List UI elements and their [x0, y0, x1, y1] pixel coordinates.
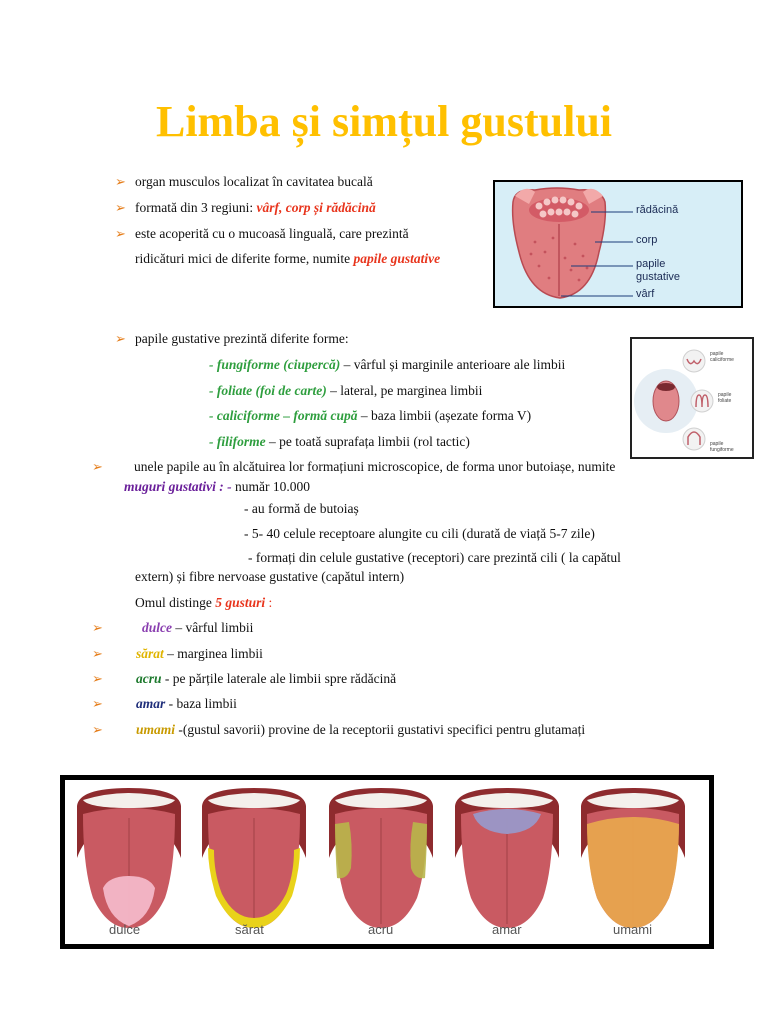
label-circumvallate: caliciforme: [710, 357, 734, 363]
map-label-bitter: amar: [492, 922, 522, 937]
page-title: Limba și simțul gustului: [155, 97, 613, 146]
tongue-anatomy-illustration: [495, 182, 741, 306]
papilla-type-2: - foliate (foi de carte) – lateral, pe marginea limbii: [209, 383, 483, 398]
intro-bullet-1: [115, 174, 373, 190]
bud-detail-2: - 5- 40 celule receptoare alungite cu cili (durată de viață 5-7 zile): [244, 526, 595, 541]
label-fungiform: fungiforme: [710, 447, 734, 453]
arrow-bullet-icon: ➢: [115, 200, 126, 215]
intro-bullet-2: ➢ formată din 3 regiuni: vârf, corp și rădăcină: [115, 200, 376, 215]
bud-detail-1: - au formă de butoiaș: [244, 501, 359, 516]
bud-detail-3-cont: extern) și fibre nervoase gustative (capătul intern): [135, 569, 405, 584]
taste-buds-line: ➢ unele papile au în alcătuirea lor formațiuni microscopice, de forma unor butoiașe, numite: [92, 459, 616, 474]
map-label-sour: acru: [368, 922, 394, 937]
papilla-type-1: - fungiforme (ciupercă) – vârful și marginile anterioare ale limbii: [209, 357, 566, 372]
papillae-illustration: [632, 339, 752, 457]
label-root: rădăcină: [636, 204, 679, 216]
intro-text: organ musculos localizat în cavitatea bucală: [135, 174, 373, 189]
papilla-type-3: - caliciforme – formă cupă – baza limbii (așezate forma V): [209, 408, 532, 423]
map-label-sweet: dulce: [109, 922, 141, 937]
arrow-bullet-icon: ➢: [92, 620, 103, 635]
label-foliate: foliate: [718, 398, 732, 404]
label-gustative: gustative: [636, 271, 681, 283]
intro-bullet-3-cont: ridicături mici de diferite forme, numite papile gustative: [135, 251, 441, 266]
arrow-bullet-icon: ➢: [92, 646, 103, 661]
papilla-type-4: - filiforme – pe toată suprafața limbii (rol tactic): [209, 434, 470, 449]
taste-bitter: ➢ amar - baza limbii: [92, 696, 237, 711]
taste-salty: ➢ sărat – marginea limbii: [92, 646, 263, 661]
papillae-heading: ➢ papile gustative prezintă diferite forme:: [115, 331, 349, 346]
tastes-intro: Omul distinge 5 gusturi :: [135, 595, 273, 610]
taste-buds-term: muguri gustativi : - număr 10.000: [124, 479, 311, 494]
taste-sweet: ➢ dulce – vârful limbii: [92, 620, 254, 635]
regions-highlight: vârf, corp și rădăcină: [256, 200, 376, 215]
arrow-bullet-icon: ➢: [92, 459, 103, 474]
arrow-bullet-icon: ➢: [115, 226, 126, 241]
arrow-bullet-icon: ➢: [92, 696, 103, 711]
map-label-salty: sărat: [235, 922, 264, 937]
taste-map-illustration: [65, 780, 709, 944]
taste-umami: ➢ umami -(gustul savorii) provine de la receptorii gustativi specifici pentru glutamați: [92, 722, 586, 737]
label-papillae-3: papile: [710, 441, 724, 447]
papillae-types-figure: [630, 337, 754, 459]
label-papillae-1: papile: [710, 351, 724, 357]
arrow-bullet-icon: ➢: [92, 671, 103, 686]
bud-detail-3: - formați din celule gustative (receptori) care prezintă cili ( la capătul: [248, 550, 621, 565]
tongue-anatomy-figure: [493, 180, 743, 308]
map-label-umami: umami: [613, 922, 653, 937]
arrow-bullet-icon: ➢: [115, 174, 126, 189]
label-tip: vârf: [636, 288, 655, 300]
label-papillae-2: papile: [718, 392, 732, 398]
label-papillae: papile: [636, 258, 666, 270]
intro-bullet-3: ➢ este acoperită cu o mucoasă linguală, care prezintă: [115, 226, 409, 241]
arrow-bullet-icon: ➢: [115, 331, 126, 346]
label-body: corp: [636, 234, 658, 246]
papillae-highlight: papile gustative: [353, 251, 441, 266]
taste-sour: ➢ acru - pe părțile laterale ale limbii spre rădăcină: [92, 671, 397, 686]
taste-map-figure: [60, 775, 714, 949]
arrow-bullet-icon: ➢: [92, 722, 103, 737]
